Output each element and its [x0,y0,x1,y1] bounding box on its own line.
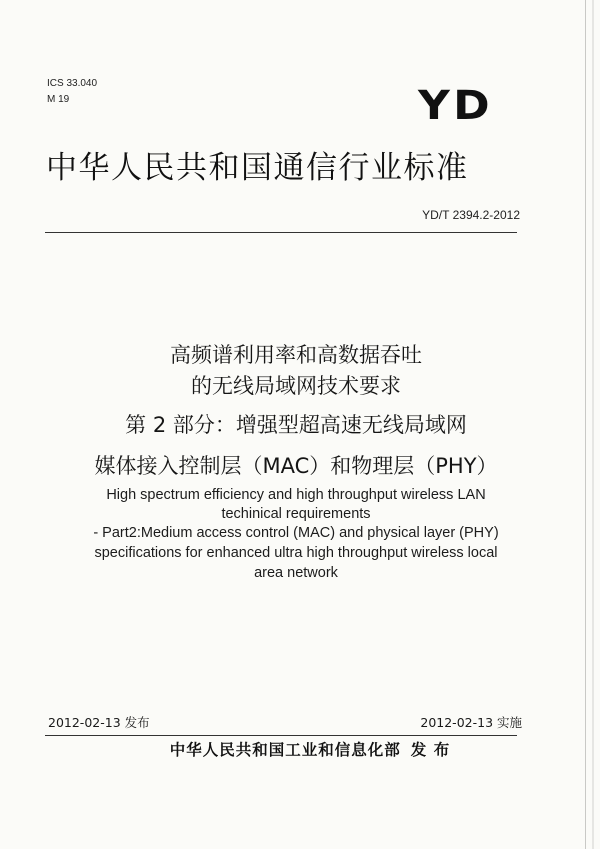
scan-edge-line [585,0,586,849]
issuer-name: 中华人民共和国工业和信息化部 [169,741,401,759]
scan-edge-shadow [592,0,594,849]
issue-date: 2012-02-13 发布 [48,715,150,730]
issuer-suffix: 发 布 [410,741,451,759]
chinese-title-line-2: 的无线局域网技术要求 [191,374,401,398]
bottom-divider [45,735,517,736]
yd-logo: YD [418,83,493,129]
implementation-date: 2012-02-13 实施 [420,715,522,730]
ics-code: ICS 33.040 [47,78,98,89]
standard-category-title: 中华人民共和国通信行业标准 [46,150,469,186]
issuing-authority [90,738,530,760]
english-title-line-5: area network [254,565,338,581]
top-divider [45,232,517,233]
standard-number: YD/T 2394.2-2012 [422,208,520,222]
english-title-line-4: specifications for enhanced ultra high throughput wireless local [94,545,498,561]
ccs-code: M 19 [47,94,70,105]
chinese-title-line-4: 媒体接入控制层（MAC）和物理层（PHY） [94,454,498,478]
english-title-line-2: techinical requirements [221,506,371,522]
english-title-line-3: - Part2:Medium access control (MAC) and physical layer (PHY) [93,525,499,541]
chinese-title-line-3: 第 2 部分：增强型超高速无线局域网 [125,413,467,437]
chinese-title-line-1: 高频谱利用率和高数据吞吐 [170,343,422,367]
english-title-line-1: High spectrum efficiency and high throughput wireless LAN [106,487,486,503]
